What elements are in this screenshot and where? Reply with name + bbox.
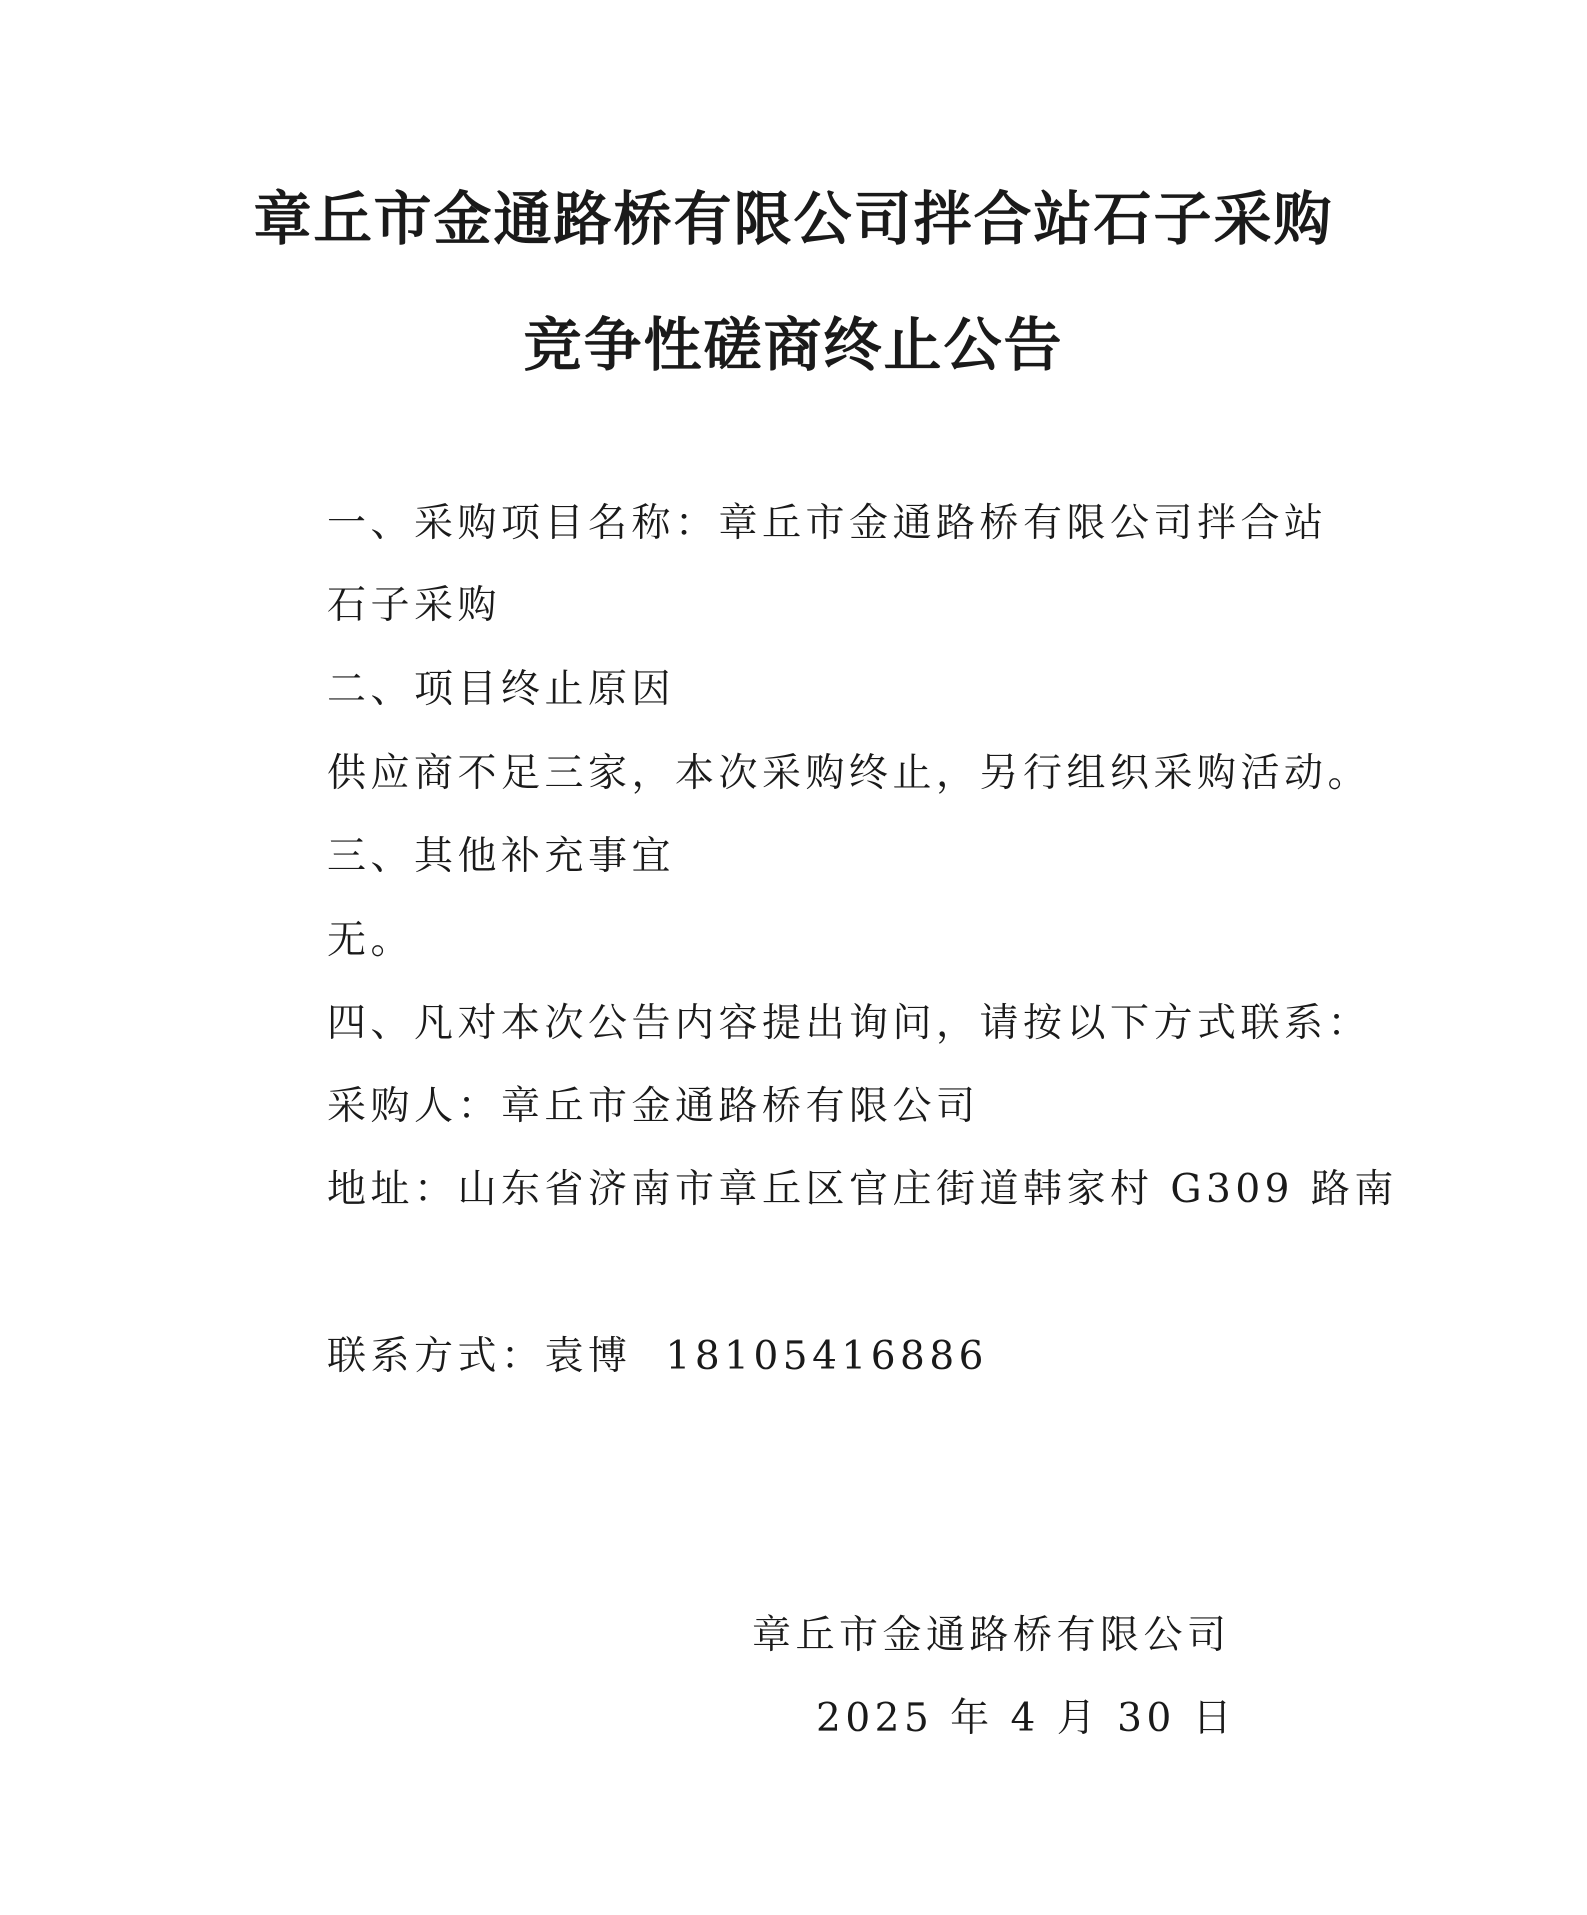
termination-reason-text: 供应商不足三家，本次采购终止，另行组织采购活动。 <box>327 751 1372 796</box>
document-title-line-2: 竞争性磋商终止公告 <box>523 311 1064 379</box>
other-matters-heading: 三、其他补充事宜 <box>327 834 676 879</box>
purchaser-line: 采购人：章丘市金通路桥有限公司 <box>327 1084 980 1129</box>
project-name-line-1: 一、采购项目名称：章丘市金通路桥有限公司拌合站 <box>327 501 1328 546</box>
project-name-line-2: 石子采购 <box>327 583 502 628</box>
contact-line <box>327 1333 1337 1381</box>
termination-reason-heading: 二、项目终止原因 <box>327 667 676 712</box>
contact-phone: 18105416886 <box>665 1334 988 1379</box>
inquiry-heading: 四、凡对本次公告内容提出询问，请按以下方式联系： <box>327 1001 1372 1046</box>
address-line: 地址：山东省济南市章丘区官庄街道韩家村 G309 路南 <box>327 1167 1398 1212</box>
signature-company: 章丘市金通路桥有限公司 <box>752 1613 1231 1658</box>
document-title-line-1: 章丘市金通路桥有限公司拌合站石子采购 <box>253 185 1334 253</box>
contact-label: 联系方式：袁博 <box>327 1334 632 1379</box>
other-matters-text: 无。 <box>327 918 415 963</box>
signature-date: 2025 年 4 月 30 日 <box>816 1696 1237 1741</box>
